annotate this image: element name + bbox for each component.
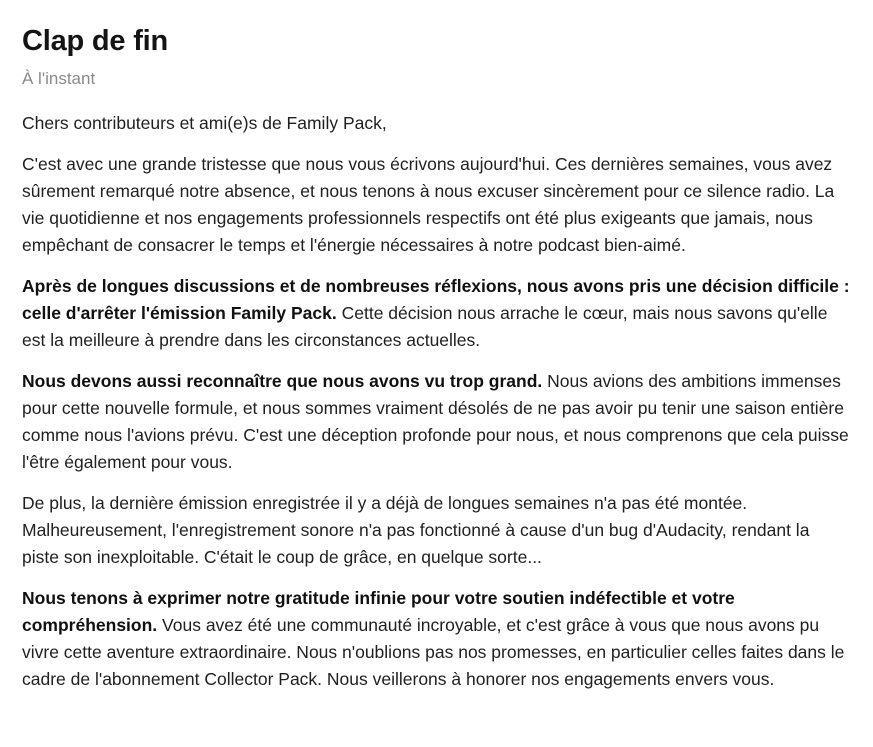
post-body	[22, 110, 851, 693]
post-timestamp: À l'instant	[22, 69, 96, 88]
post-paragraph	[22, 151, 851, 259]
post-paragraph	[22, 273, 851, 354]
post-paragraph	[22, 490, 851, 571]
paragraph-bold-text: Après de longues discussions et de nombreuses réflexions, nous avons pris une décision difficile : celle d'arrêter l'émission Family Pack.	[22, 276, 850, 323]
post-paragraph	[22, 110, 851, 137]
paragraph-text: Cette décision nous arrache le cœur, mais nous savons qu'elle est la meilleure à prendre dans les circonstances actuelles.	[22, 303, 828, 350]
post-paragraph	[22, 585, 851, 693]
paragraph-text: C'est avec une grande tristesse que nous vous écrivons aujourd'hui. Ces dernières semaines, vous avez sûrement remarqué notre absence, et nous tenons à nous excuser sincèrement pour ce silence radio. La vie quotidienne et nos engagements professionnels respectifs ont été plus exigeants que jamais, nous empêchant de consacrer le temps et l'énergie nécessaires à notre podcast bien-aimé.	[22, 154, 835, 255]
paragraph-text: Nous avions des ambitions immenses pour cette nouvelle formule, et nous sommes vraiment désolés de ne pas avoir pu tenir une saison entière comme nous l'avions prévu. C'est une déception profonde pour nous, et nous comprenons que cela puisse l'être également pour vous.	[22, 371, 849, 472]
paragraph-bold-text: Nous tenons à exprimer notre gratitude infinie pour votre soutien indéfectible et votre compréhension.	[22, 588, 735, 635]
paragraph-text: Chers contributeurs et ami(e)s de Family Pack,	[22, 113, 387, 133]
paragraph-bold-text: Nous devons aussi reconnaître que nous avons vu trop grand.	[22, 371, 543, 391]
post-paragraph	[22, 368, 851, 476]
paragraph-text: Vous avez été une communauté incroyable, et c'est grâce à vous que nous avons pu vivre cette aventure extraordinaire. Nous n'oublions pas nos promesses, en particulier celles faites dans le cadre de l'abonnement Collector Pack. Nous veillerons à honorer nos engagements envers vous.	[22, 615, 845, 689]
paragraph-text: De plus, la dernière émission enregistrée il y a déjà de longues semaines n'a pas été montée. Malheureusement, l'enregistrement sonore n'a pas fonctionné à cause d'un bug d'Audacity, rendant la piste son inexploitable. C'était le coup de grâce, en quelque sorte...	[22, 493, 810, 567]
post-title: Clap de fin	[22, 25, 169, 57]
